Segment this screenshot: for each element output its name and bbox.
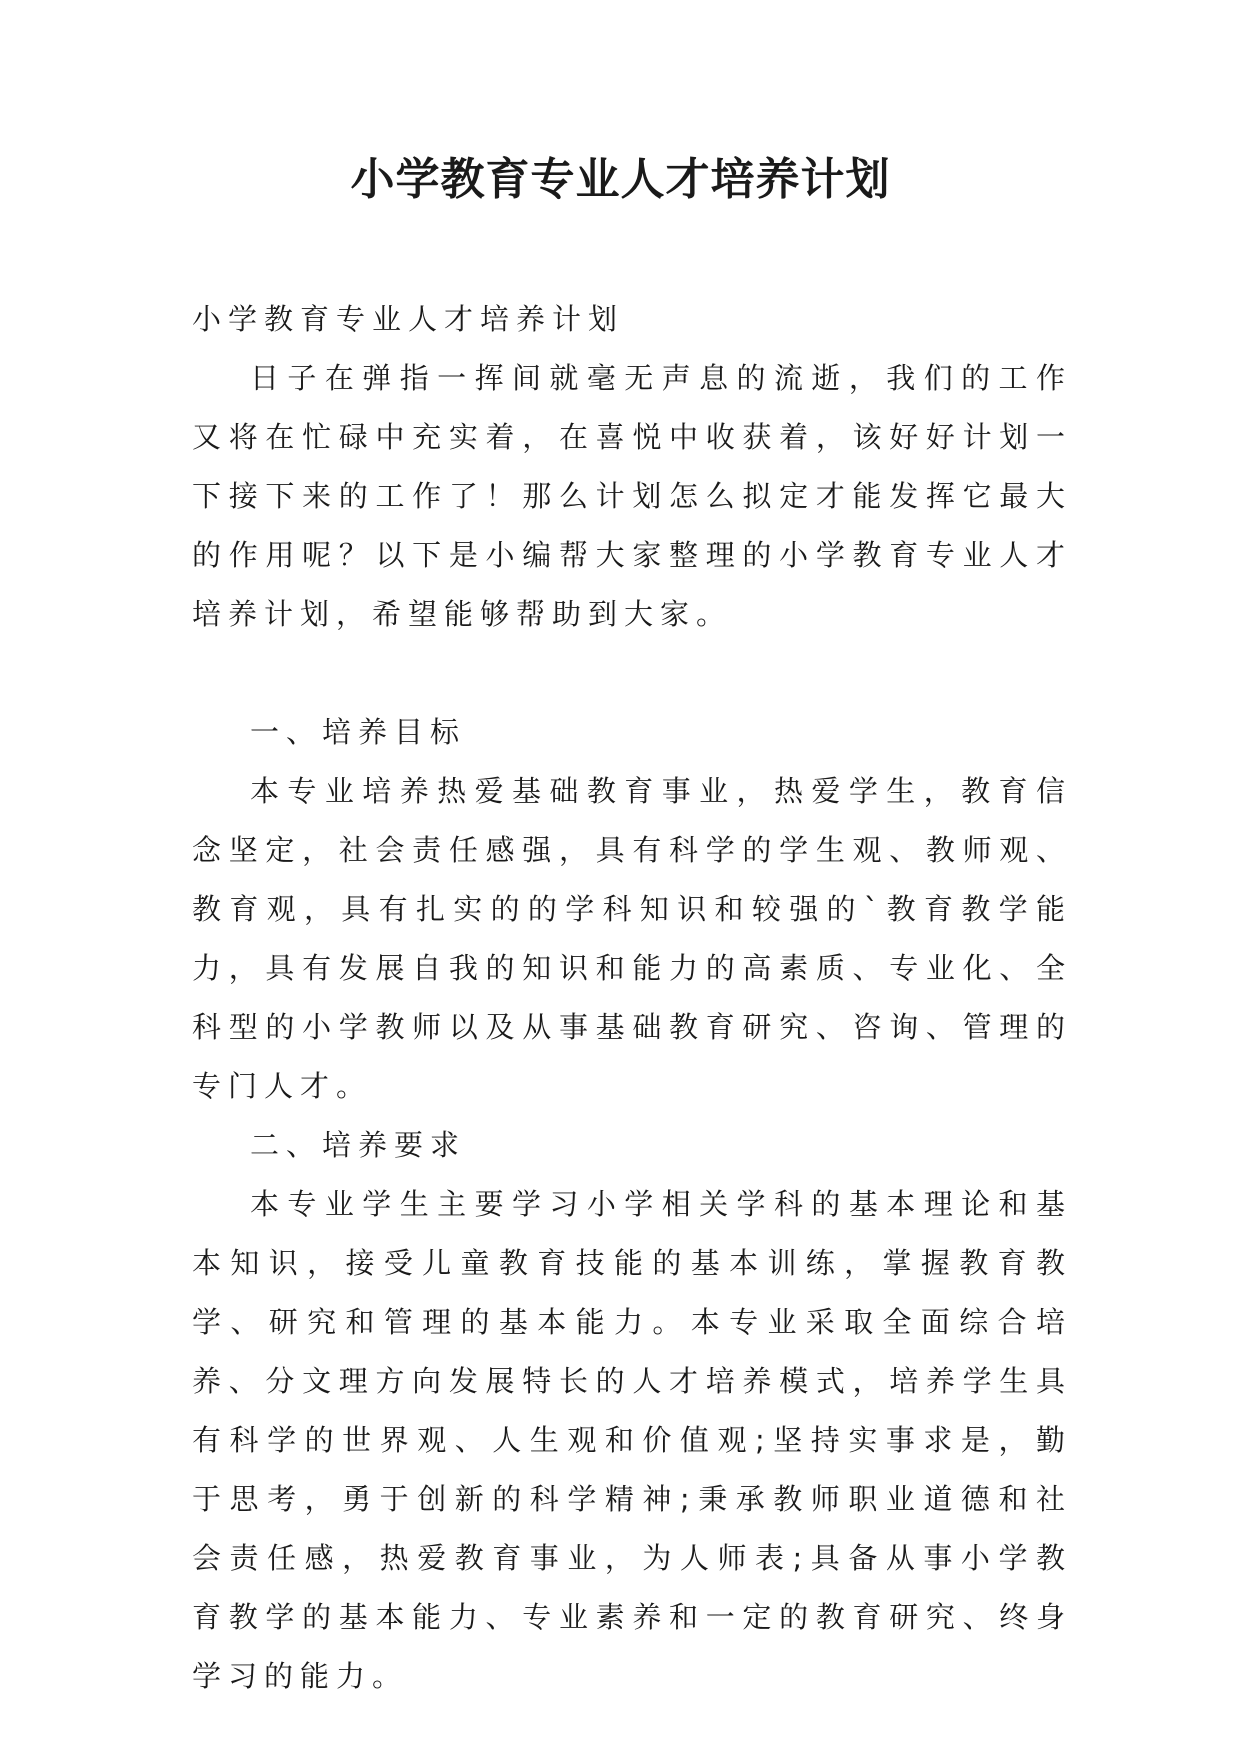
document-body xyxy=(192,290,1072,1706)
section-heading-requirements: 二、培养要求 xyxy=(250,1128,467,1162)
document-title: 小学教育专业人才培养计划 xyxy=(350,154,891,205)
goals-paragraph: 本专业培养热爱基础教育事业，热爱学生，教育信念坚定，社会责任感强，具有科学的学生观、教师观、教育观，具有扎实的的学科知识和较强的`教育教学能力，具有发展自我的知识和能力的高素质、专业化、全科型的小学教师以及从事基础教育研究、咨询、管理的专门人才。 xyxy=(192,774,1072,1103)
intro-paragraph: 日子在弹指一挥间就毫无声息的流逝，我们的工作又将在忙碌中充实着，在喜悦中收获着，该好好计划一下接下来的工作了！那么计划怎么拟定才能发挥它最大的作用呢？以下是小编帮大家整理的小学教育专业人才培养计划，希望能够帮助到大家。 xyxy=(192,361,1072,631)
document-subtitle: 小学教育专业人才培养计划 xyxy=(192,302,625,336)
section-heading-goals: 一、培养目标 xyxy=(250,715,467,749)
requirements-paragraph: 本专业学生主要学习小学相关学科的基本理论和基本知识，接受儿童教育技能的基本训练，掌握教育教学、研究和管理的基本能力。本专业采取全面综合培养、分文理方向发展特长的人才培养模式，培养学生具有科学的世界观、人生观和价值观;坚持实事求是，勤于思考，勇于创新的科学精神;秉承教师职业道德和社会责任感，热爱教育事业，为人师表;具备从事小学教育教学的基本能力、专业素养和一定的教育研究、终身学习的能力。 xyxy=(192,1187,1072,1693)
